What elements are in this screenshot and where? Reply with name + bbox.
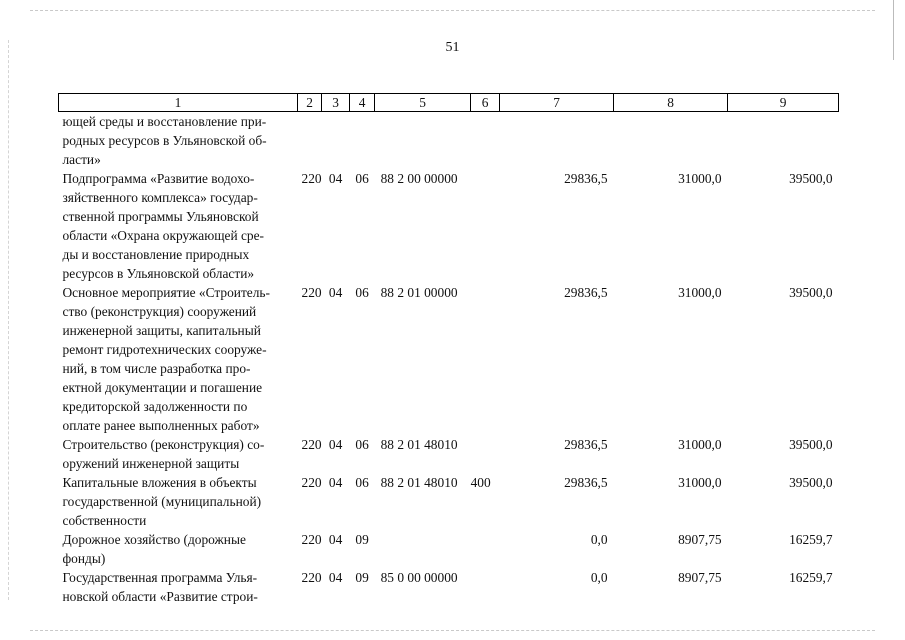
cell-col-4: 06 <box>355 171 369 186</box>
cell-col-8: 31000,0 <box>678 285 722 300</box>
name-line: оплате ранее выполненных работ» <box>62 418 260 433</box>
cell-col-3: 04 <box>328 285 343 300</box>
table-row <box>59 112 839 170</box>
table-row <box>59 283 839 435</box>
cell-col-8 <box>614 112 728 170</box>
cell-col-6 <box>471 568 500 606</box>
cell-col-6 <box>471 530 500 568</box>
row-name <box>59 283 298 435</box>
header-col-2: 2 <box>298 94 322 112</box>
cell-col-3 <box>322 112 350 170</box>
cell-col-7: 29836,5 <box>564 475 608 490</box>
scan-border-bottom <box>30 630 875 631</box>
cell-col-4: 06 <box>355 475 369 490</box>
name-line: ды и восстановление природных <box>62 247 250 262</box>
cell-col-2: 220 <box>301 532 322 547</box>
cell-col-5 <box>375 530 471 568</box>
header-col-6: 6 <box>471 94 500 112</box>
row-name <box>59 169 298 283</box>
budget-table <box>58 93 839 606</box>
cell-col-6 <box>471 169 500 283</box>
header-col-1: 1 <box>59 94 298 112</box>
name-line: ремонт гидротехнических сооруже- <box>62 342 267 357</box>
cell-col-3: 04 <box>328 532 343 547</box>
table-row <box>59 473 839 530</box>
header-col-8: 8 <box>614 94 728 112</box>
table-row <box>59 435 839 473</box>
cell-col-9: 39500,0 <box>789 475 833 490</box>
cell-col-5: 88 2 00 00000 <box>380 171 458 186</box>
cell-col-4 <box>350 112 375 170</box>
name-line: родных ресурсов в Ульяновской об- <box>62 133 267 148</box>
header-col-9: 9 <box>728 94 839 112</box>
cell-col-6: 400 <box>470 475 491 490</box>
cell-col-4: 09 <box>355 532 369 547</box>
cell-col-3: 04 <box>328 171 343 186</box>
cell-col-4: 06 <box>355 437 369 452</box>
cell-col-7: 29836,5 <box>564 171 608 186</box>
scan-border-top <box>30 10 875 11</box>
cell-col-8: 31000,0 <box>678 475 722 490</box>
cell-col-8: 31000,0 <box>678 171 722 186</box>
cell-col-9 <box>728 112 839 170</box>
name-line: Дорожное хозяйство (дорожные <box>62 532 246 547</box>
header-row <box>59 94 839 112</box>
header-col-7: 7 <box>500 94 614 112</box>
name-line: Подпрограмма «Развитие водохо- <box>62 171 255 186</box>
name-line: ющей среды и восстановление при- <box>62 114 267 129</box>
cell-col-2: 220 <box>301 570 322 585</box>
cell-col-9: 39500,0 <box>789 437 833 452</box>
name-line: ласти» <box>62 152 101 167</box>
cell-col-6 <box>471 283 500 435</box>
name-line: фонды) <box>62 551 106 566</box>
name-line: области «Охрана окружающей сре- <box>62 228 265 243</box>
cell-col-8: 31000,0 <box>678 437 722 452</box>
cell-col-2: 220 <box>301 437 322 452</box>
cell-col-9: 16259,7 <box>789 570 833 585</box>
name-line: собственности <box>62 513 147 528</box>
cell-col-5: 88 2 01 48010 <box>380 437 458 452</box>
header-col-4: 4 <box>350 94 375 112</box>
name-line: ресурсов в Ульяновской области» <box>62 266 255 281</box>
name-line: оружений инженерной защиты <box>62 456 240 471</box>
cell-col-5 <box>375 112 471 170</box>
name-line: ство (реконструкция) сооружений <box>62 304 257 319</box>
header-col-5: 5 <box>375 94 471 112</box>
table-row <box>59 169 839 283</box>
name-line: Строительство (реконструкция) со- <box>62 437 265 452</box>
cell-col-9: 39500,0 <box>789 285 833 300</box>
cell-col-2 <box>298 112 322 170</box>
cell-col-3: 04 <box>328 570 343 585</box>
name-line: Капитальные вложения в объекты <box>62 475 257 490</box>
cell-col-9: 16259,7 <box>789 532 833 547</box>
cell-col-6 <box>471 435 500 473</box>
row-name <box>59 568 298 606</box>
row-name <box>59 112 298 170</box>
scan-border-left <box>8 40 9 600</box>
row-name <box>59 473 298 530</box>
name-line: ний, в том числе разработка про- <box>62 361 251 376</box>
name-line: зяйственного комплекса» государ- <box>62 190 258 205</box>
cell-col-4: 09 <box>355 570 369 585</box>
cell-col-2: 220 <box>301 171 322 186</box>
cell-col-7: 0,0 <box>590 570 608 585</box>
cell-col-6 <box>471 112 500 170</box>
name-line: новской области «Развитие строи- <box>62 589 258 604</box>
cell-col-5: 88 2 01 48010 <box>380 475 458 490</box>
name-line: Государственная программа Улья- <box>62 570 258 585</box>
name-line: государственной (муниципальной) <box>62 494 262 509</box>
cell-col-8: 8907,75 <box>678 532 722 547</box>
header-col-3: 3 <box>322 94 350 112</box>
table-row <box>59 530 839 568</box>
cell-col-4: 06 <box>355 285 369 300</box>
name-line: кредиторской задолженности по <box>62 399 248 414</box>
row-name <box>59 530 298 568</box>
cell-col-7: 29836,5 <box>564 285 608 300</box>
name-line: Основное мероприятие «Строитель- <box>62 285 270 300</box>
cell-col-2: 220 <box>301 285 322 300</box>
cell-col-9: 39500,0 <box>789 171 833 186</box>
name-line: инженерной защиты, капитальный <box>62 323 261 338</box>
name-line: ственной программы Ульяновской <box>62 209 259 224</box>
cell-col-7: 29836,5 <box>564 437 608 452</box>
table-row <box>59 568 839 606</box>
cell-col-5: 85 0 00 00000 <box>380 570 458 585</box>
cell-col-3: 04 <box>328 437 343 452</box>
cell-col-2: 220 <box>301 475 322 490</box>
cell-col-8: 8907,75 <box>678 570 722 585</box>
cell-col-7 <box>500 112 614 170</box>
row-name <box>59 435 298 473</box>
cell-col-7: 0,0 <box>590 532 608 547</box>
name-line: ектной документации и погашение <box>62 380 263 395</box>
page-number: 51 <box>445 40 460 55</box>
cell-col-5: 88 2 01 00000 <box>380 285 458 300</box>
cell-col-3: 04 <box>328 475 343 490</box>
